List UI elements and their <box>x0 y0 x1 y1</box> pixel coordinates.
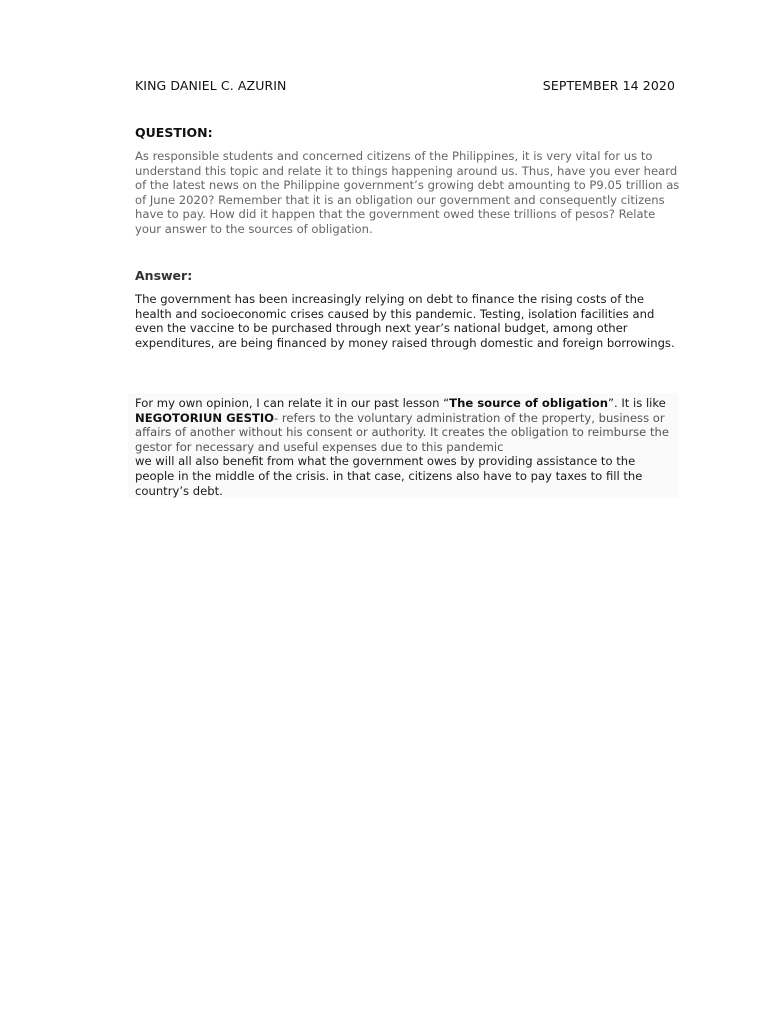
opinion-after-title: ”. It is like <box>607 396 666 410</box>
answer-heading: Answer: <box>135 268 193 283</box>
opinion-paragraph <box>135 396 675 498</box>
opinion-intro: For my own opinion, I can relate it in our past lesson “ <box>135 396 450 410</box>
negotiorum-gestio-term: NEGOTORIUN GESTIO <box>135 410 275 425</box>
answer-text: The government has been increasingly relying on debt to finance the rising costs of the health and socioeconomic crises caused by this pandemic. Testing, isolation facilities and even the vaccine to be purchased through next year’s national budget, among other expenditures, are being financed by money raised through domestic and foreign borrowings. <box>135 292 675 350</box>
question-text: As responsible students and concerned citizens of the Philippines, it is very vital for us to understand this topic and relate it to things happening around us. Thus, have you ever heard of the latest news on the Philippine government’s growing debt amounting to P9.05 trillion as of June 2020? Remember that it is an obligation our government and consequently citizens have to pay. How did it happen that the government owed these trillions of pesos? Relate your answer to the sources of obligation. <box>135 149 680 236</box>
document-header <box>135 78 675 93</box>
term-definition: - refers to the voluntary administration of the property, business or affairs of another without his consent or authority. It creates the obligation to reimburse the gestor for necessary and useful expenses due to this pandemic <box>135 410 670 454</box>
lesson-title: The source of obligation <box>449 396 608 410</box>
question-heading: QUESTION: <box>135 125 213 140</box>
opinion-conclusion: we will all also benefit from what the government owes by providing assistance to the people in the middle of the crisis. in that case, citizens also have to pay taxes to fill the country’s debt. <box>135 454 643 498</box>
author-name: KING DANIEL C. AZURIN <box>135 78 287 93</box>
document-date: SEPTEMBER 14 2020 <box>542 78 675 93</box>
